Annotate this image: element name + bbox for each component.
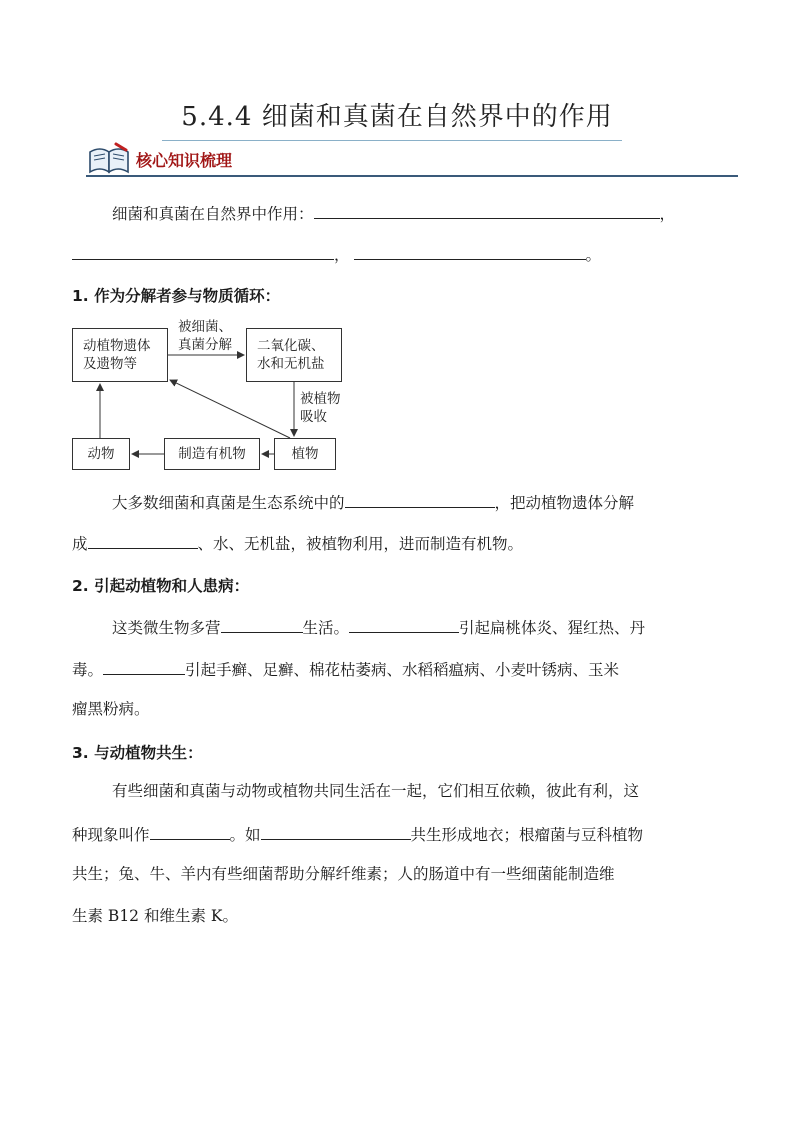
p2-text-b: 生活。 [302,619,350,637]
section-label: 核心知识梳理 [136,151,233,170]
page-title: 5.4.4 细菌和真菌在自然界中的作用 [181,102,613,132]
p1-text-d: 、水、无机盐，被植物利用，进而制造有机物。 [197,535,524,553]
p2-text-d: 毒。 [72,661,104,679]
section-header [86,140,738,182]
intro-line-1 [112,202,675,224]
p3-line-2 [72,823,643,845]
p3-line-1: 有些细菌和真菌与动物或植物共同生活在一起，它们相互依赖，彼此有利，这 [112,782,640,800]
label-absorb: 被植物 吸收 [300,391,341,425]
intro-comma-2: ， [334,246,350,264]
blank-fungi[interactable] [103,658,185,675]
box-plant: 植物 [274,438,336,470]
p2-text-a: 这类微生物多营 [112,619,221,637]
blank-role-1[interactable] [314,202,660,219]
arrow-plant-to-remains [170,380,290,438]
intro-line-2 [72,243,601,265]
intro-prefix: 细菌和真菌在自然界中作用： [112,205,314,223]
p2-line-1 [112,616,645,638]
p1-text-c: 成 [72,535,88,553]
open-book-icon [86,142,132,176]
p2-text-e: 引起手癣、足癣、棉花枯萎病、水稻稻瘟病、小麦叶锈病、玉米 [185,661,620,679]
heading-2: 2. 引起动植物和人患病： [72,577,250,595]
label-decompose: 被细菌、 真菌分解 [178,319,232,353]
p3-line-3: 共生；兔、牛、羊内有些细菌帮助分解纤维素；人的肠道中有一些细菌能制造维 [72,865,615,883]
box-make-organic: 制造有机物 [164,438,260,470]
p1-text-a: 大多数细菌和真菌是生态系统中的 [112,494,345,512]
p3-text-c: 。如 [229,826,261,844]
blank-decomposer[interactable] [345,491,495,508]
blank-symbiosis[interactable] [150,823,230,840]
p1-line-2 [72,532,523,554]
blank-parasitic[interactable] [221,616,303,633]
p2-line-2 [72,658,619,680]
blank-lichen[interactable] [261,823,411,840]
heading-1: 1. 作为分解者参与物质循环： [72,287,281,305]
p2-text-c: 引起扁桃体炎、猩红热、丹 [459,619,646,637]
p2-line-3: 瘤黑粉病。 [72,700,150,718]
blank-role-2[interactable] [72,243,334,260]
p3-text-d: 共生形成地衣；根瘤菌与豆科植物 [410,826,644,844]
blank-bacteria[interactable] [349,616,459,633]
intro-comma-1: ， [659,205,676,223]
blank-co2[interactable] [88,532,198,549]
p1-line-1 [112,491,634,513]
box-co2-water-salts: 二氧化碳、 水和无机盐 [246,328,342,382]
intro-period: 。 [585,246,602,264]
heading-3: 3. 与动植物共生： [72,744,203,762]
blank-role-3[interactable] [354,243,586,260]
p1-text-b: ，把动植物遗体分解 [494,494,635,512]
box-animal: 动物 [72,438,130,470]
section-rule [86,175,738,177]
box-remains: 动植物遗体 及遗物等 [72,328,168,382]
p3-text-b: 种现象叫作 [72,826,150,844]
p3-line-4: 生素 B12 和维生素 K。 [72,907,238,925]
